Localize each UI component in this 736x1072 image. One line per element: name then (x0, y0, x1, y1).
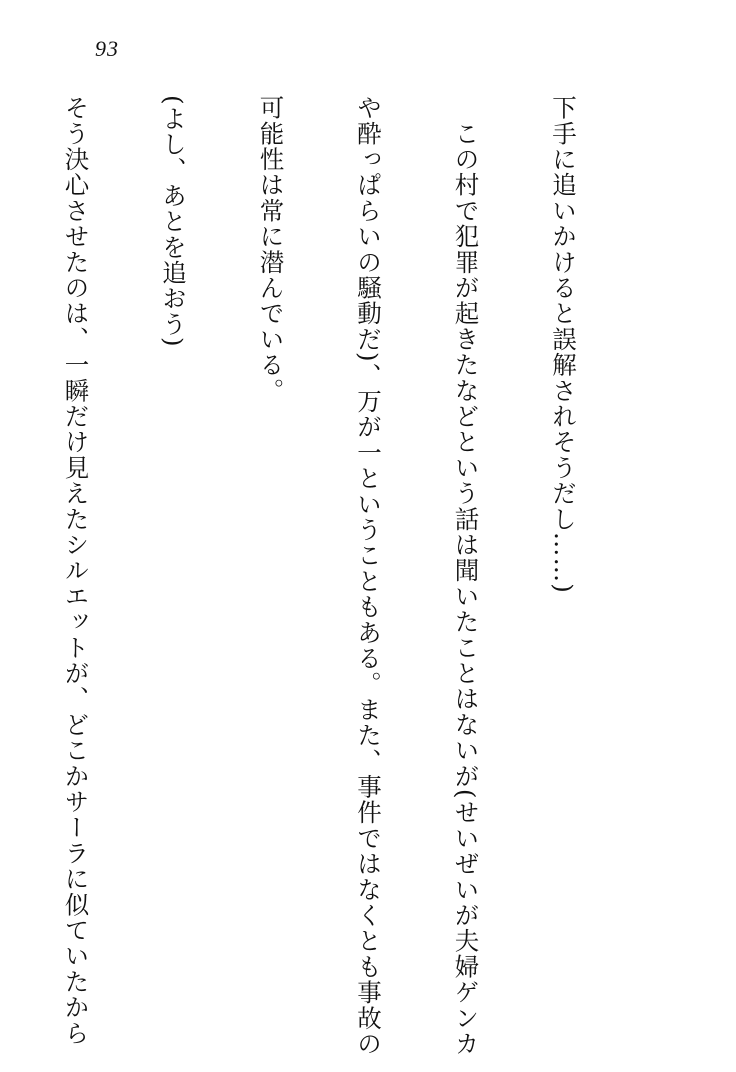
text-line: 下手に追いかけると誤解されそうだし……) (549, 95, 578, 595)
text-line: (よし、あとを追おう) (159, 95, 188, 348)
text-line: この村で犯罪が起きたなどという話は聞いたことはないが(せいぜいが夫婦ゲンカ (451, 95, 481, 1057)
text-line: そう決心させたのは、一瞬だけ見えたシルエットが、どこかサーラに似ていたから (61, 95, 91, 1046)
text-line: 可能性は常に潜んでいる。 (256, 95, 286, 404)
page-number: 93 (95, 36, 119, 61)
text-line: や酔っぱらいの騒動だ)、万が一ということもある。また、事件ではなくとも事故の (354, 95, 383, 1057)
body-text (0, 95, 644, 1057)
